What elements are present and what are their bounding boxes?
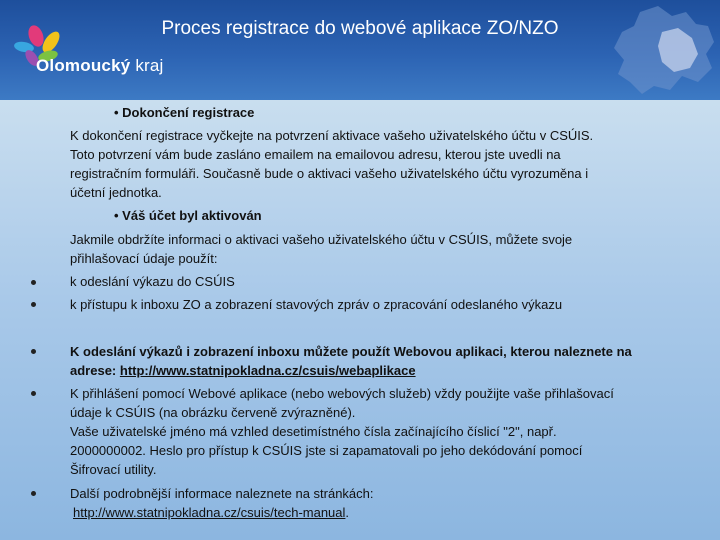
section-heading-account-activated: • Váš účet byl aktivován [114,208,262,223]
webapp-info-line: K odeslání výkazů i zobrazení inboxu můžete použít Webovou aplikaci, kterou naleznete na [70,344,632,359]
bullet-dot [31,349,36,354]
paragraph-line: Vaše uživatelské jméno má vzhled desetimístného čísla začínajícího číslicí "2", např. [70,424,557,439]
paragraph-line: K dokončení registrace vyčkejte na potvrzení aktivace vašeho uživatelského účtu v CSÚIS. [70,128,594,143]
slide-content [0,100,720,540]
section-heading-registration-complete: • Dokončení registrace [114,105,255,120]
paragraph-line: Jakmile obdržíte informaci o aktivaci vašeho uživatelského účtu v CSÚIS, můžete svoje [70,232,573,247]
brand-name [36,56,164,76]
manual-link-suffix: . [345,505,350,520]
brand-bold: Olomoucký [36,56,131,75]
tech-manual-link[interactable]: http://www.statnipokladna.cz/csuis/tech-manual [73,505,346,520]
paragraph-line: 2000000002. Heslo pro přístup k CSÚIS jste si zapamatovali po jeho dekódování pomocí [70,443,583,458]
more-info-line: Další podrobnější informace naleznete na stránkách: [70,486,374,501]
webapp-link[interactable]: http://www.statnipokladna.cz/csuis/webaplikace [119,363,416,378]
brand-light: kraj [130,56,164,75]
paragraph-line: údaje k CSÚIS (na obrázku červeně zvýrazněné). [70,405,356,420]
webapp-address-prefix: adrese: [70,363,120,378]
webapp-address-line [70,362,416,380]
bullet-dot [31,491,36,496]
slide-title: Proces registrace do webové aplikace ZO/NZO [161,18,559,39]
paragraph-line: Toto potvrzení vám bude zasláno emailem na emailovou adresu, kterou jste uvedli na [70,147,561,162]
paragraph-line: registračním formuláři. Současně bude o aktivaci vašeho uživatelského účtu vyrozuměna i [70,166,589,181]
paragraph-line: Šifrovací utility. [70,462,157,477]
paragraph-line: K přihlášení pomocí Webové aplikace (nebo webových služeb) vždy použijte vaše přihlašovací [70,386,614,401]
list-item: k odeslání výkazu do CSÚIS [70,274,235,289]
czech-map-icon [600,2,720,100]
manual-link-line [73,504,349,522]
bullet-dot [31,280,36,285]
list-item: k přístupu k inboxu ZO a zobrazení stavových zpráv o zpracování odeslaného výkazu [70,297,563,312]
bullet-dot [31,391,36,396]
paragraph-line: účetní jednotka. [70,185,162,200]
paragraph-line: přihlašovací údaje použít: [70,251,218,266]
slide-header [0,0,720,100]
bullet-dot [31,302,36,307]
